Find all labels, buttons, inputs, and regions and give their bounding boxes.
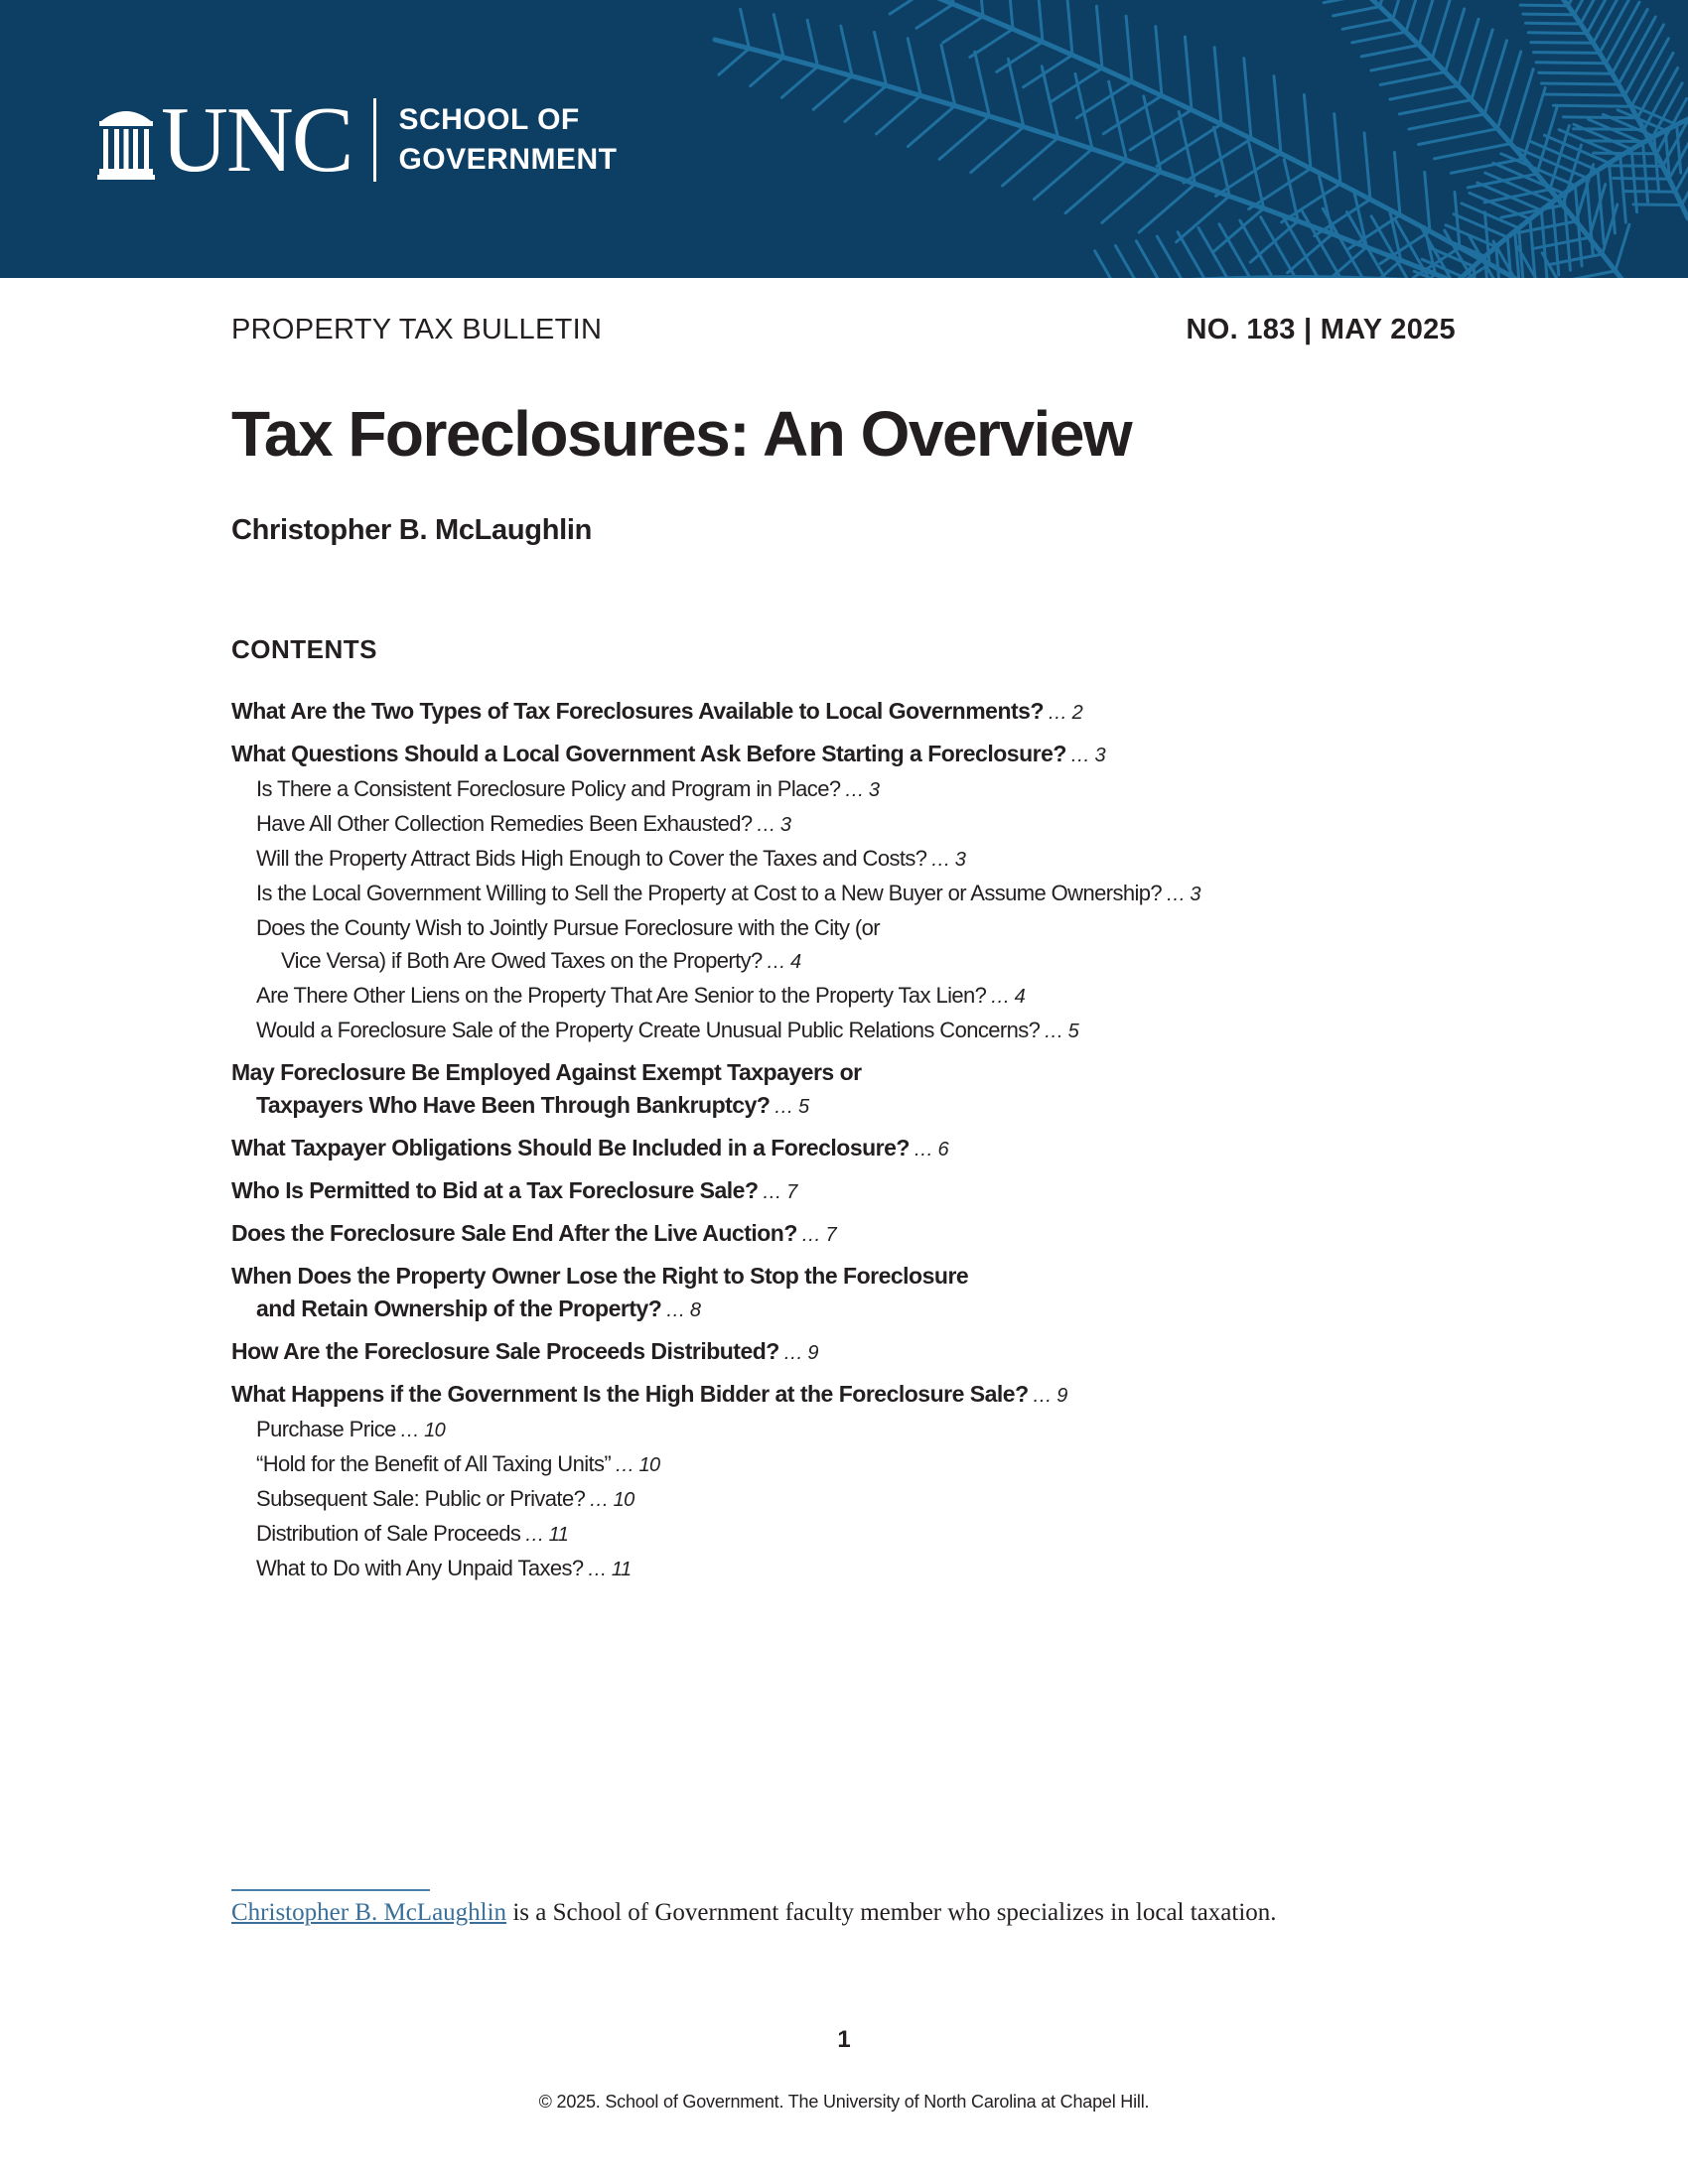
toc-entry-page: … 3: [930, 849, 966, 871]
toc-entry[interactable]: [231, 877, 1473, 911]
frond-leaf: [1024, 55, 1072, 86]
school-name: [398, 100, 617, 180]
frond-leaf: [1324, 0, 1366, 3]
frond-leaf: [1214, 48, 1221, 124]
toc-entry[interactable]: [231, 979, 1473, 1014]
frond-leaf: [1534, 53, 1600, 54]
frond-leaf: [1076, 82, 1132, 118]
toc-entry[interactable]: [231, 1517, 1473, 1552]
frond-leaf: [875, 32, 887, 85]
frond-leaf: [1157, 236, 1183, 278]
frond-leaf: [1425, 172, 1430, 231]
frond-leaf: [1198, 228, 1227, 278]
author-footnote: [231, 1899, 1277, 1927]
frond-leaf: [1528, 33, 1587, 34]
toc-entry-title: Does the County Wish to Jointly Pursue Foreclosure with the City (or: [256, 915, 881, 940]
toc-entry-page: … 9: [782, 1342, 819, 1364]
toc-entry-title: Is There a Consistent Foreclosure Policy and Program in Place?: [256, 776, 841, 801]
frond-leaf: [1631, 149, 1636, 211]
toc-entry[interactable]: [231, 695, 1473, 730]
frond-leaf: [997, 42, 1043, 71]
frond-leaf: [1249, 143, 1264, 208]
toc-entry-page: … 10: [399, 1420, 446, 1441]
toc-entry[interactable]: [231, 1217, 1473, 1252]
frond-leaf: [1526, 23, 1581, 24]
page-title: Tax Foreclosures: An Overview: [231, 398, 1132, 470]
frond-leaf: [1454, 214, 1507, 237]
frond-leaf: [1409, 114, 1484, 129]
author-name: Christopher B. McLaughlin: [231, 514, 593, 546]
frond-leaf: [1539, 72, 1613, 73]
toc-entry-title-line2: Taxpayers Who Have Been Through Bankruptcy?: [256, 1092, 771, 1118]
toc-entry[interactable]: [231, 1056, 1473, 1124]
logo-divider: [373, 98, 376, 182]
toc-entry-page: … 6: [913, 1139, 949, 1160]
frond-leaf: [1477, 183, 1541, 210]
frond-leaf: [1568, 271, 1616, 278]
toc-entry-title: What to Do with Any Unpaid Taxes?: [256, 1556, 584, 1580]
toc-entry-title: When Does the Property Owner Lose the Right to Stop the Foreclosure: [231, 1263, 969, 1289]
frond-leaf: [1523, 14, 1575, 15]
frond-leaf: [1178, 232, 1205, 278]
toc-entry-title: Who Is Permitted to Bid at a Tax Foreclosure Sale?: [231, 1177, 759, 1203]
frond-leaf: [1459, 19, 1478, 85]
frond-leaf: [1484, 41, 1507, 114]
frond-leaf: [1335, 114, 1340, 185]
frond-leaf: [1559, 130, 1620, 157]
frond-leaf: [941, 45, 955, 105]
frond-leaf: [1364, 133, 1370, 200]
frond-leaf: [1544, 94, 1624, 95]
frond-leaf: [908, 106, 954, 147]
toc-entry-title: Is the Local Government Willing to Sell the Property at Cost to a New Buyer or Assume Ownership?: [256, 881, 1163, 905]
toc-entry-title-line2: Vice Versa) if Both Are Owed Taxes on the Property?: [281, 948, 763, 973]
toc-entry[interactable]: [231, 772, 1473, 807]
toc-entry-page: … 2: [1048, 702, 1083, 724]
toc-entry-title: What Questions Should a Local Government Ask Before Starting a Foreclosure?: [231, 741, 1066, 766]
frond-leaf: [1520, 5, 1568, 6]
frond-leaf: [1541, 210, 1547, 278]
toc-entry[interactable]: [231, 1132, 1473, 1166]
unc-wordmark: UNC: [161, 88, 352, 192]
frond-leaf: [1643, 143, 1648, 203]
toc-entry-page: … 4: [766, 951, 801, 973]
frond-leaf: [1446, 9, 1465, 72]
frond-leaf: [719, 49, 750, 74]
frond-leaf: [1185, 37, 1192, 110]
frond-leaf: [1038, 0, 1043, 42]
frond-leaf: [1419, 0, 1436, 45]
frond-leaf: [1034, 149, 1092, 200]
frond-leaf: [1393, 0, 1408, 19]
bulletin-series: PROPERTY TAX BULLETIN: [231, 314, 603, 345]
toc-entry-page: … 9: [1032, 1385, 1067, 1407]
frond-leaf: [774, 15, 783, 58]
frond-leaf: [1156, 27, 1162, 96]
frond-leaf: [841, 26, 852, 75]
frond-leaf: [1406, 0, 1422, 32]
toc-entry-title: What Taxpayer Obligations Should Be Included in a Foreclosure?: [231, 1135, 910, 1160]
toc-entry-page: … 3: [756, 814, 791, 836]
frond-leaf: [1587, 178, 1594, 255]
frond-leaf: [1244, 59, 1251, 139]
frond-leaf: [1342, 19, 1393, 29]
contents-heading: CONTENTS: [231, 634, 377, 664]
frond-leaf: [970, 29, 1013, 57]
toc-entry[interactable]: [231, 1014, 1473, 1048]
toc-entry-page: … 8: [665, 1299, 701, 1321]
frond-leaf: [1524, 87, 1546, 158]
toc-entry-page: … 3: [1166, 884, 1200, 905]
toc-entry-title: Have All Other Collection Remedies Been Exhausted?: [256, 811, 753, 836]
unc-sog-logo[interactable]: [97, 88, 618, 192]
frond-leaf: [1139, 184, 1195, 232]
header-banner: [0, 0, 1688, 278]
toc-entry[interactable]: [231, 1482, 1473, 1517]
frond-leaf: [1352, 32, 1406, 43]
frond-leaf: [1095, 251, 1115, 278]
toc-entry[interactable]: [231, 807, 1473, 842]
toc-entry-page: … 5: [1044, 1021, 1079, 1042]
toc-entry[interactable]: [231, 1260, 1473, 1327]
frond-leaf: [1116, 246, 1138, 278]
frond-leaf: [1304, 95, 1311, 169]
frond-leaf: [813, 76, 852, 110]
frond-leaf: [1371, 59, 1433, 70]
toc-entry-title: Does the Foreclosure Sale End After the Live Auction?: [231, 1220, 797, 1246]
bulletin-issue: NO. 183 | MAY 2025: [1186, 314, 1456, 345]
toc-entry[interactable]: [231, 1447, 1473, 1482]
toc-entry-continuation: [256, 944, 1473, 979]
frond-leaf: [1553, 105, 1630, 106]
toc-entry-title: Subsequent Sale: Public or Private?: [256, 1486, 586, 1511]
frond-leaf: [943, 17, 983, 43]
copyright-notice: © 2025. School of Government. The University of North Carolina at Chapel Hill.: [538, 2092, 1150, 2112]
frond-leaf: [1003, 138, 1058, 186]
toc-entry-title: Would a Foreclosure Sale of the Property Create Unusual Public Relations Concerns?: [256, 1018, 1041, 1042]
toc-entry-title: “Hold for the Benefit of All Taxing Units”: [256, 1451, 612, 1476]
toc-entry-title: Purchase Price: [256, 1417, 396, 1441]
toc-entry-page: … 5: [774, 1096, 809, 1118]
frond-leaf: [1008, 59, 1024, 126]
toc-entry-title: Will the Property Attract Bids High Enough to Cover the Taxes and Costs?: [256, 846, 927, 871]
frond-leaf: [1399, 100, 1471, 114]
footnote-divider: [231, 1889, 430, 1891]
frond-leaf: [845, 85, 887, 121]
author-link[interactable]: Christopher B. McLaughlin: [231, 1899, 507, 1926]
frond-leaf: [1510, 69, 1533, 144]
footnote-text: is a School of Government faculty member who specializes in local taxation.: [506, 1899, 1277, 1926]
frond-leaf: [1065, 161, 1126, 213]
toc-entry-page: … 7: [800, 1224, 837, 1246]
frond-leaf: [1470, 193, 1530, 218]
frond-leaf: [975, 52, 990, 116]
frond-leaf: [1435, 144, 1511, 159]
frond-leaf: [1394, 153, 1400, 215]
frond-leaf: [1274, 76, 1281, 154]
toc-entry[interactable]: [231, 1413, 1473, 1447]
frond-leaf: [971, 127, 1024, 173]
toc-entry-title: Distribution of Sale Proceeds: [256, 1521, 521, 1546]
toc-entry-page: … 4: [990, 986, 1026, 1008]
school-name-line1: SCHOOL OF: [398, 103, 580, 136]
frond-leaf: [1419, 129, 1498, 145]
toc-entry-continuation: [231, 1089, 1473, 1124]
frond-leaf: [1390, 85, 1459, 99]
frond-leaf: [890, 0, 923, 14]
frond-leaf: [1623, 192, 1675, 193]
frond-leaf: [1564, 194, 1571, 270]
old-well-icon: [97, 99, 155, 181]
frond-leaf: [1589, 119, 1643, 143]
toc-entry-title: Are There Other Liens on the Property That Are Senior to the Property Tax Lien?: [256, 983, 987, 1008]
toc-entry-page: … 10: [615, 1454, 660, 1476]
frond-leaf: [916, 4, 953, 28]
frond-leaf: [1654, 137, 1659, 193]
toc-entry[interactable]: [231, 911, 1473, 979]
toc-entry[interactable]: [231, 842, 1473, 877]
toc-entry-title: What Happens if the Government Is the High Bidder at the Foreclosure Sale?: [231, 1381, 1029, 1407]
toc-entry[interactable]: [231, 1174, 1473, 1209]
frond-leaf: [1542, 83, 1619, 84]
frond-leaf: [1432, 0, 1450, 59]
frond-leaf: [1213, 208, 1264, 252]
toc-entry-title: How Are the Foreclosure Sale Proceeds Distributed?: [231, 1338, 779, 1364]
toc-entry-title: May Foreclosure Be Employed Against Exempt Taxpayers or: [231, 1059, 862, 1085]
toc-entry-page: … 7: [762, 1181, 797, 1203]
frond-leaf: [908, 39, 920, 96]
frond-leaf: [1102, 172, 1161, 222]
frond-leaf: [1616, 224, 1629, 271]
frond-leaf: [939, 116, 989, 159]
frond-leaf: [1126, 16, 1132, 81]
frond-leaf: [1067, 0, 1072, 55]
toc-entry-title: What Are the Two Types of Tax Foreclosures Available to Local Governments?: [231, 698, 1045, 724]
frond-leaf: [807, 20, 818, 67]
frond-leaf: [781, 67, 817, 97]
frond-leaf: [741, 9, 750, 49]
frond-leaf: [1531, 43, 1594, 44]
frond-leaf: [1472, 30, 1492, 100]
frond-leaf: [1564, 117, 1638, 118]
table-of-contents: [231, 695, 1473, 1586]
frond-leaf: [1136, 241, 1160, 278]
toc-entry-title-line2: and Retain Ownership of the Property?: [256, 1296, 662, 1321]
frond-leaf: [877, 95, 921, 134]
toc-entry-page: … 3: [1069, 745, 1106, 766]
toc-entry-page: … 3: [844, 779, 880, 801]
toc-entry-page: … 11: [524, 1524, 569, 1546]
frond-leaf: [1361, 45, 1419, 57]
toc-entry-page: … 11: [587, 1559, 632, 1580]
frond-leaf: [1536, 63, 1606, 64]
toc-entry[interactable]: [231, 1552, 1473, 1586]
frond-leaf: [1380, 72, 1445, 85]
toc-entry[interactable]: [231, 1335, 1473, 1370]
toc-entry-continuation: [231, 1293, 1473, 1327]
toc-entry[interactable]: [231, 738, 1473, 772]
frond-leaf: [1096, 6, 1102, 68]
school-name-line2: GOVERNMENT: [398, 143, 618, 176]
toc-entry-page: … 10: [589, 1489, 634, 1511]
frond-leaf: [1455, 193, 1460, 248]
frond-leaf: [751, 58, 783, 86]
toc-entry[interactable]: [231, 1378, 1473, 1413]
page-number: 1: [837, 2026, 851, 2053]
frond-leaf: [1334, 7, 1380, 16]
